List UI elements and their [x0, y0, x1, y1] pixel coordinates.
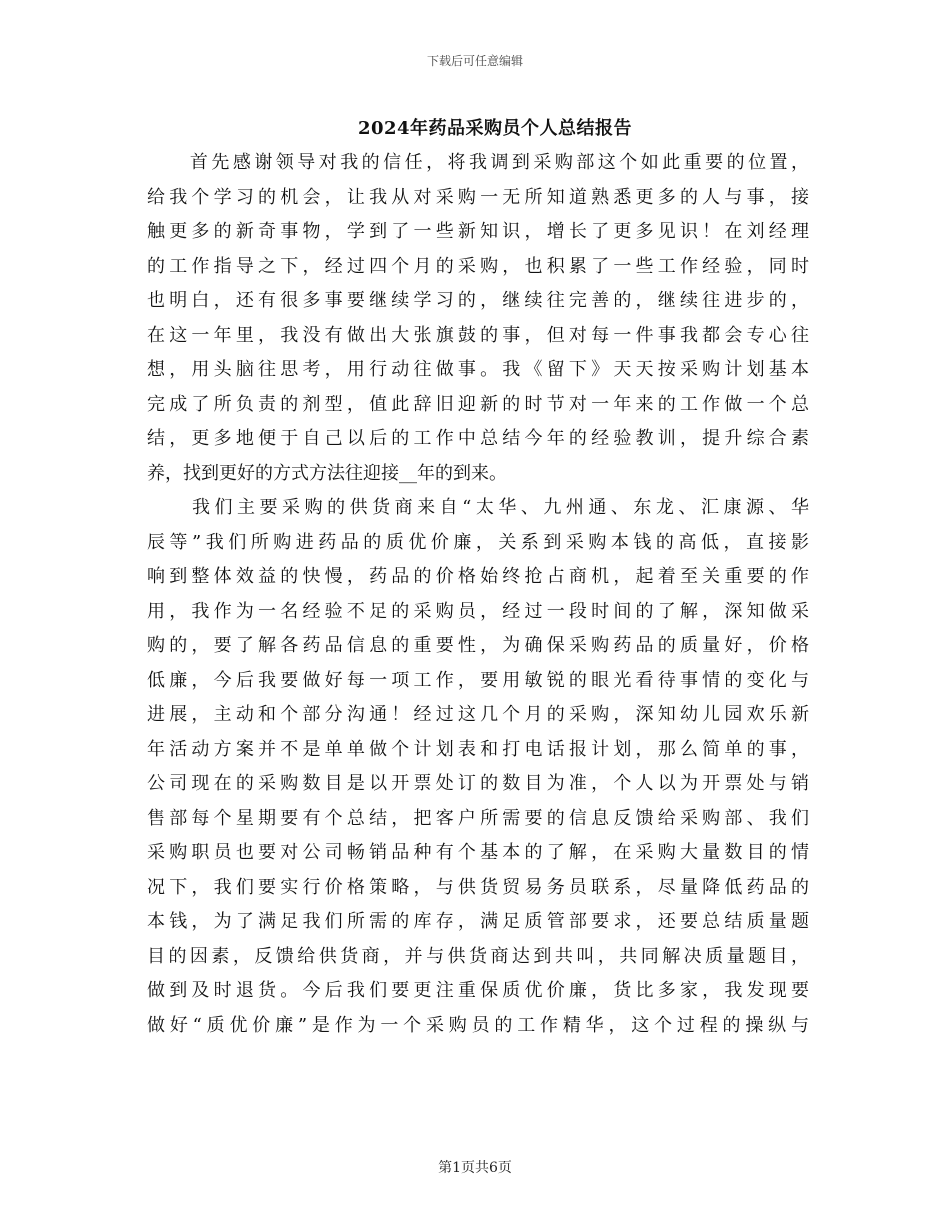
page-header-note: 下载后可任意编辑 [426, 54, 523, 68]
page-number-footer: 第1页共6页 [438, 1160, 512, 1176]
text-line: 在这一年里，我没有做出大张旗鼓的事，但对每一件事我都会专心往 [147, 324, 809, 346]
text-line: 年活动方案并不是单单做个计划表和打电话报计划，那么简单的事， [147, 738, 809, 760]
document-body [147, 146, 809, 1043]
text-line: 首先感谢领导对我的信任，将我调到采购部这个如此重要的位置， [147, 152, 809, 173]
text-line: 也明白，还有很多事要继续学习的，继续往完善的，继续往进步的， [147, 290, 809, 311]
text-line: 目的因素，反馈给供货商，并与供货商达到共叫，共同解决质量题目， [147, 945, 809, 967]
text-line: 给我个学习的机会，让我从对采购一无所知道熟悉更多的人与事，接 [147, 186, 809, 208]
text-line: 做好“质优价廉”是作为一个采购员的工作精华，这个过程的操纵与 [147, 1014, 809, 1036]
paragraph-2 [147, 491, 809, 1043]
text-line: 触更多的新奇事物，学到了一些新知识，增长了更多见识！在刘经理 [147, 221, 809, 242]
text-line: 的工作指导之下，经过四个月的采购，也积累了一些工作经验，同时 [147, 255, 809, 277]
text-line: 完成了所负责的剂型，值此辞旧迎新的时节对一年来的工作做一个总 [147, 393, 809, 415]
text-line: 公司现在的采购数目是以开票处订的数目为准，个人以为开票处与销 [147, 773, 809, 794]
text-line: 采购职员也要对公司畅销品种有个基本的了解，在采购大量数目的情 [147, 842, 809, 863]
text-line: 售部每个星期要有个总结，把客户所需要的信息反馈给采购部、我们 [147, 807, 809, 829]
text-line: 结，更多地便于自己以后的工作中总结今年的经验教训，提升综合素 [147, 428, 809, 449]
text-line: 进展，主动和个部分沟通！经过这几个月的采购，深知幼儿园欢乐新 [147, 704, 809, 725]
text-line: 辰等”我们所购进药品的质优价廉，关系到采购本钱的高低，直接影 [147, 531, 809, 553]
document-title: 2024年药品采购员个人总结报告 [357, 118, 633, 139]
text-line: 想，用头脑往思考，用行动往做事。我《留下》天天按采购计划基本 [147, 359, 809, 380]
paragraph-1 [147, 146, 809, 491]
text-line: 用，我作为一名经验不足的采购员，经过一段时间的了解，深知做采 [147, 600, 809, 622]
text-line: 况下，我们要实行价格策略，与供货贸易务员联系，尽量降低药品的 [147, 876, 809, 898]
text-line: 我们主要采购的供货商来自“太华、九州通、东龙、汇康源、华 [147, 497, 809, 518]
text-line: 养，找到更好的方式方法往迎接__年的到来。 [147, 462, 507, 484]
text-line: 本钱，为了满足我们所需的库存，满足质管部要求，还要总结质量题 [147, 911, 809, 932]
text-line: 做到及时退货。今后我们要更注重保质优价廉，货比多家，我发现要 [147, 980, 809, 1001]
text-line: 购的，要了解各药品信息的重要性，为确保采购药品的质量好，价格 [147, 635, 809, 656]
text-line: 低廉，今后我要做好每一项工作，要用敏锐的眼光看待事情的变化与 [147, 669, 809, 691]
text-line: 响到整体效益的快慢，药品的价格始终抢占商机，起着至关重要的作 [147, 566, 809, 587]
